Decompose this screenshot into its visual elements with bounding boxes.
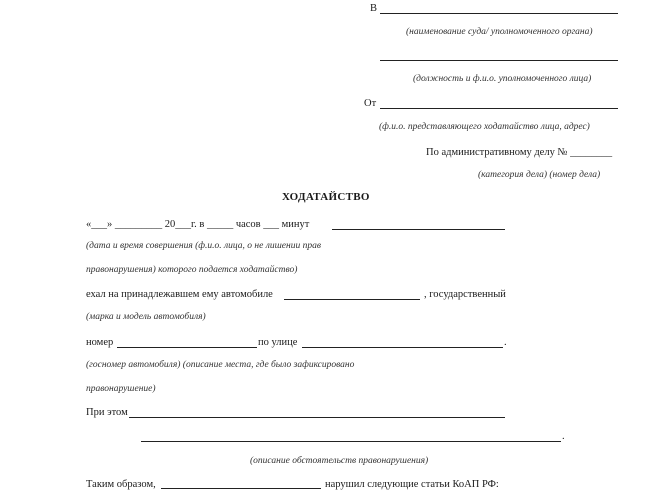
car-line-suffix: , государственный [424,289,506,300]
meanwhile-field[interactable] [129,417,505,418]
date-caption-1: (дата и время совершения (ф.и.о. лица, о не лишении прав [86,241,321,251]
official-field[interactable] [380,60,618,61]
person-name-field[interactable] [332,229,505,230]
date-caption-2: правонарушения) которого подается ходатайство) [86,265,298,275]
case-caption: (категория дела) (номер дела) [478,170,601,180]
court-field[interactable] [380,13,618,14]
car-line-label: ехал на принадлежавшем ему автомобиле [86,289,273,300]
street-end: . [504,337,507,348]
plate-number-field[interactable] [117,347,257,348]
meanwhile-label: При этом [86,407,128,418]
circumstances-end: . [562,431,565,442]
circumstances-caption: (описание обстоятельств правонарушения) [250,456,429,466]
document-title: ХОДАТАЙСТВО [282,191,370,203]
street-label: по улице [258,337,298,348]
car-caption: (марка и модель автомобиля) [86,312,206,322]
car-model-field[interactable] [284,299,420,300]
circumstances-field[interactable] [141,441,561,442]
court-prefix: В [370,3,378,14]
court-caption: (наименование суда/ уполномоченного органа) [406,27,593,37]
number-caption-2: правонарушение) [86,384,156,394]
street-field[interactable] [302,347,503,348]
case-number-line: По административному делу № ________ [426,147,613,158]
thus-label: Таким образом, [86,479,156,490]
petitioner-field[interactable] [380,108,618,109]
official-caption: (должность и ф.и.о. уполномоченного лица) [413,74,592,84]
number-label: номер [86,337,114,348]
date-time-line: «___» _________ 20___г. в _____ часов ___ минут [86,219,310,230]
petitioner-caption: (ф.и.о. представляющего ходатайство лица, адрес) [379,122,590,132]
number-caption-1: (госномер автомобиля) (описание места, где было зафиксировано [86,360,355,370]
from-prefix: От [364,98,377,109]
thus-tail: нарушил следующие статьи КоАП РФ: [325,479,499,490]
